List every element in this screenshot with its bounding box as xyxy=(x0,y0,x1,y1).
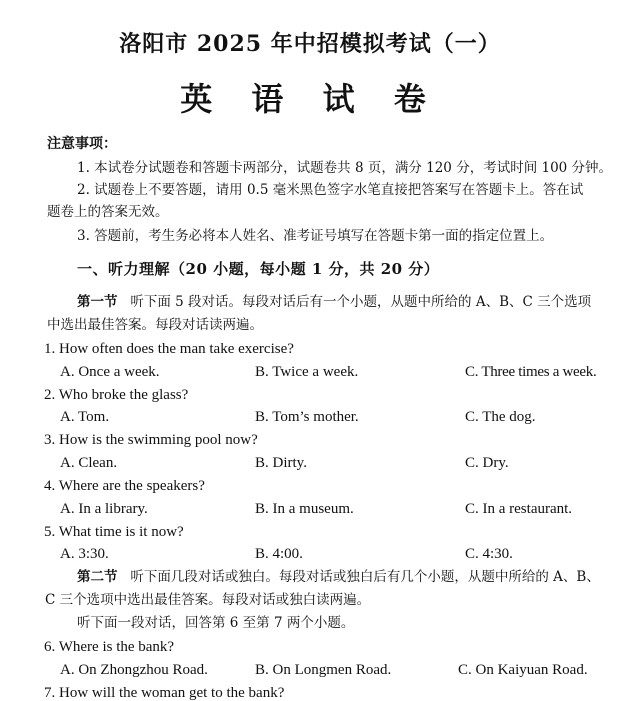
part-1-instr-text: 听下面 5 段对话。每段对话后有一个小题，从题中所给的 A、B、C 三个选项 xyxy=(130,294,592,310)
question-6: 6. Where is the bank? xyxy=(44,639,175,655)
q1-option-b: B. Twice a week. xyxy=(255,364,359,380)
question-3: 3. How is the swimming pool now? xyxy=(44,432,258,448)
q2-option-b: B. Tom’s mother. xyxy=(255,409,359,425)
q1-option-a: A. Once a week. xyxy=(60,364,160,380)
notice-item-3: 3. 答题前，考生务必将本人姓名、准考证号填写在答题卡第一面的指定位置上。 xyxy=(77,228,554,244)
part-2-instr-cont: C 三个选项中选出最佳答案。每段对话或独白读两遍。 xyxy=(45,592,371,608)
question-2: 2. Who broke the glass? xyxy=(44,387,189,403)
q5-option-c: C. 4:30. xyxy=(465,546,513,562)
question-4: 4. Where are the speakers? xyxy=(44,478,205,494)
q1-option-c: C. Three times a week. xyxy=(465,364,597,380)
question-1: 1. How often does the man take exercise? xyxy=(44,341,294,357)
part-2-instructions xyxy=(77,571,600,585)
q4-option-c: C. In a restaurant. xyxy=(465,501,573,517)
q3-option-a: A. Clean. xyxy=(60,455,118,471)
part-2-instr-text: 听下面几段对话或独白。每段对话或独白后有几个小题，从题中所给的 A、B、 xyxy=(130,569,600,585)
q3-option-c: C. Dry. xyxy=(465,455,509,471)
q3-option-b: B. Dirty. xyxy=(255,455,307,471)
q4-option-a: A. In a library. xyxy=(60,501,148,517)
part-1-instructions xyxy=(77,296,591,310)
q4-option-b: B. In a museum. xyxy=(255,501,354,517)
notice-item-2-cont: 题卷上的答案无效。 xyxy=(47,204,169,220)
exam-title: 洛阳市 2025 年中招模拟考试（一） xyxy=(119,31,501,57)
part-2-label: 第二节 xyxy=(77,569,118,585)
part-2-sub-instruction: 听下面一段对话，回答第 6 至第 7 两个小题。 xyxy=(77,615,355,631)
q6-option-b: B. On Longmen Road. xyxy=(255,662,392,678)
q2-option-a: A. Tom. xyxy=(60,409,110,425)
part-1-instr-cont: 中选出最佳答案。每段对话读两遍。 xyxy=(47,317,263,333)
notice-heading: 注意事项： xyxy=(47,136,117,152)
section-1-title: 一、听力理解（20 小题，每小题 1 分，共 20 分） xyxy=(77,260,440,278)
part-1-label: 第一节 xyxy=(77,294,118,310)
q6-option-a: A. On Zhongzhou Road. xyxy=(60,662,208,678)
q6-option-c: C. On Kaiyuan Road. xyxy=(458,662,588,678)
q5-option-a: A. 3:30. xyxy=(60,546,109,562)
exam-subtitle: 英 语 试 卷 xyxy=(180,80,440,118)
question-5: 5. What time is it now? xyxy=(44,524,184,540)
q2-option-c: C. The dog. xyxy=(465,409,536,425)
question-7: 7. How will the woman get to the bank? xyxy=(44,685,285,701)
q5-option-b: B. 4:00. xyxy=(255,546,303,562)
notice-item-1: 1. 本试卷分试题卷和答题卡两部分，试题卷共 8 页，满分 120 分，考试时间 100 分钟。 xyxy=(77,160,613,176)
notice-item-2: 2. 试题卷上不要答题，请用 0.5 毫米黑色签字水笔直接把答案写在答题卡上。答在试 xyxy=(77,182,584,198)
